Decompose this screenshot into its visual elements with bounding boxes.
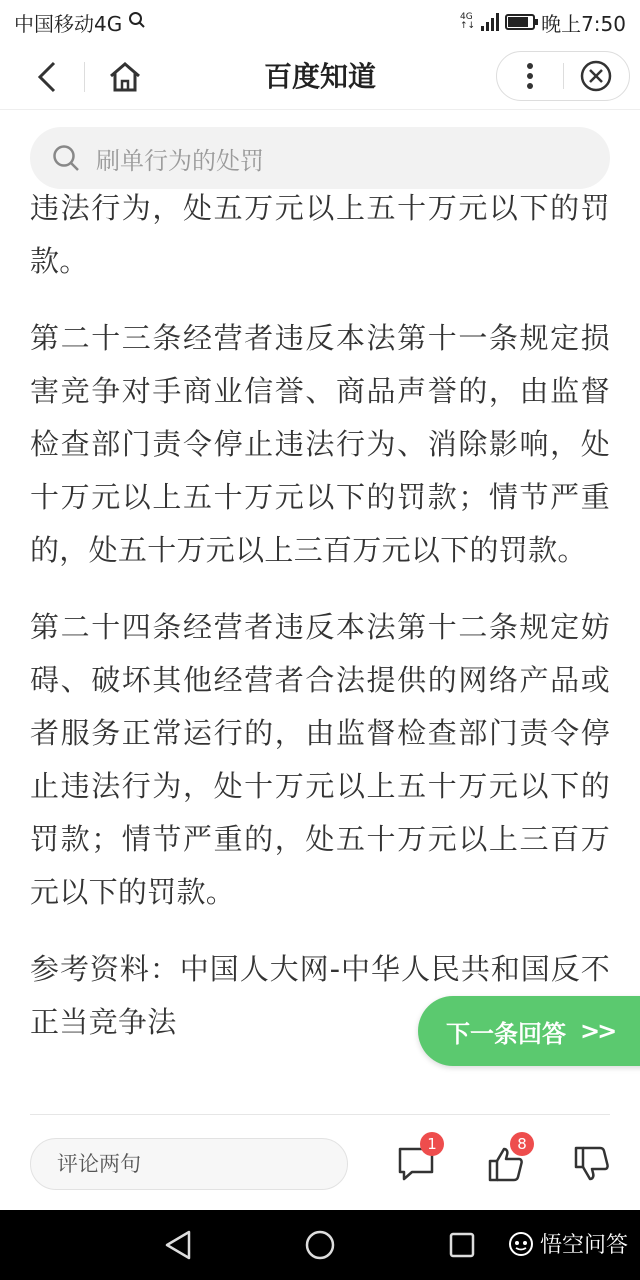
bottom-action-bar <box>0 1116 640 1210</box>
mini-program-capsule <box>496 51 630 101</box>
next-answer-label: 下一条回答 <box>446 1019 566 1048</box>
carrier-label: 中国移动4G <box>14 11 123 36</box>
more-button[interactable] <box>497 52 563 100</box>
search-input[interactable]: 刷单行为的处罚 <box>96 146 264 175</box>
battery-icon <box>505 14 535 30</box>
search-icon <box>48 140 84 176</box>
triangle-back-icon <box>163 1229 193 1261</box>
system-home-button[interactable] <box>300 1225 340 1265</box>
dislike-button[interactable] <box>566 1138 618 1190</box>
comment-input[interactable]: 评论两句 <box>30 1138 348 1190</box>
more-icon <box>526 62 534 90</box>
watermark <box>508 1228 628 1259</box>
comments-button[interactable] <box>390 1135 442 1190</box>
answer-paragraph: 第二十四条经营者违反本法第十二条规定妨碍、破坏其他经营者合法提供的网络产品或者服务正常运行的，由监督检查部门责令停止违法行为，处十万元以上五十万元以下的罚款；情节严重的，处五十万元以上三百万元以下的罚款。 <box>30 610 610 909</box>
page-title: 百度知道 <box>263 60 376 93</box>
like-button[interactable] <box>480 1135 532 1190</box>
square-recents-icon <box>447 1230 477 1260</box>
home-button[interactable] <box>100 52 150 102</box>
answer-paragraph: 违法行为，处五万元以上五十万元以下的罚款。 <box>30 191 610 278</box>
status-bar <box>0 0 640 44</box>
thumbs-down-icon <box>572 1144 612 1184</box>
comment-count-badge: 1 <box>420 1132 444 1156</box>
watermark-text: 悟空问答 <box>539 1233 628 1258</box>
divider <box>30 1114 610 1115</box>
signal-icon <box>481 13 499 31</box>
like-count-badge: 8 <box>510 1132 534 1156</box>
system-back-button[interactable] <box>158 1225 198 1265</box>
system-recents-button[interactable] <box>442 1225 482 1265</box>
circle-home-icon <box>304 1229 336 1261</box>
answer-paragraph: 第二十三条经营者违反本法第十一条规定损害竞争对手商业信誉、商品声誉的，由监督检查部门责令停止违法行为、消除影响，处十万元以上五十万元以下的罚款；情节严重的，处五十万元以上三百万元以下的罚款。 <box>30 321 610 567</box>
wukong-logo-icon <box>508 1231 534 1257</box>
close-button[interactable] <box>564 52 630 100</box>
double-chevron-right-icon: >> <box>580 1017 615 1045</box>
nav-divider <box>84 62 85 92</box>
system-nav-bar <box>0 1210 640 1280</box>
reference-paragraph: 参考资料：中国人大网-中华人民共和国反不正当竞争法 <box>30 952 610 1039</box>
close-icon <box>579 59 613 93</box>
search-status-icon <box>128 10 146 34</box>
next-answer-button[interactable] <box>418 996 640 1066</box>
back-icon <box>34 60 60 94</box>
clock: 晚上7:50 <box>541 11 626 36</box>
answer-content <box>0 190 640 1120</box>
search-bar[interactable] <box>30 127 610 189</box>
home-icon <box>108 61 142 93</box>
network-type-indicator: 4G ↑↓ <box>459 12 476 31</box>
nav-bar <box>0 44 640 110</box>
back-button[interactable] <box>22 52 72 102</box>
